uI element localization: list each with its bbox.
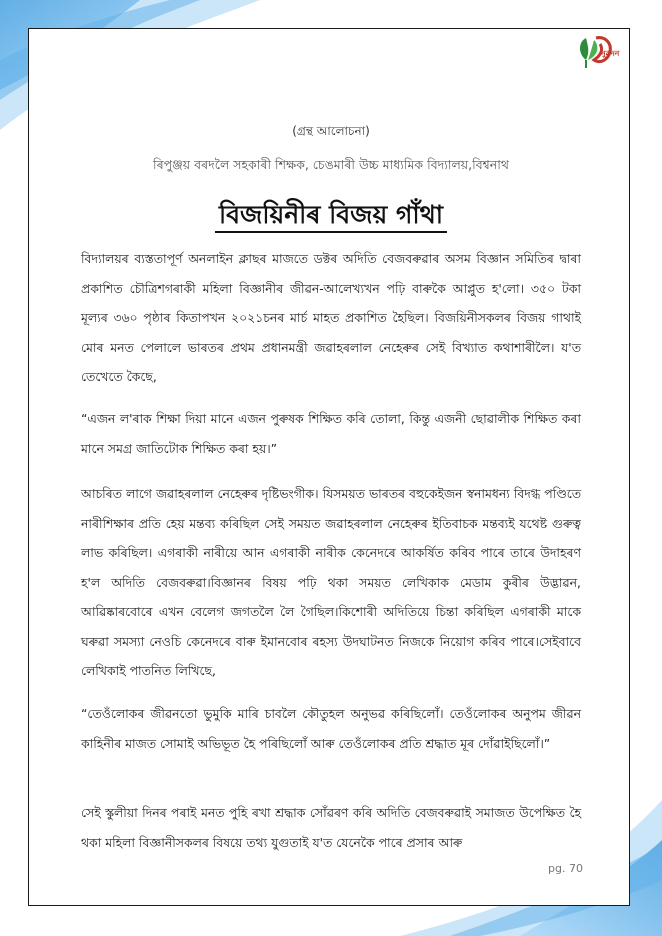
body-paragraph: বিদ্যালয়ৰ ব্যস্ততাপূৰ্ণ অনলাইন ক্লাছৰ মাজতে ডক্টৰ অদিতি বেজবৰুৱাৰ অসম বিজ্ঞান সমিতিৰ দ্বাৰা প্ৰকাশিত চৌত্ৰিশগৰাকী মহিলা বিজ্ঞানীৰ জীৱন-আলেখ্যখন পঢ়ি বাৰুকৈ আপ্লুত হ'লো। ৩৫০ টকা মূল্যৰ ৩৬০ পৃষ্ঠাৰ কিতাপখন ২০২১চনৰ মাৰ্চ মাহত প্ৰকাশিত হৈছিল। বিজয়িনীসকলৰ বিজয় গাথাই মোৰ মনত পেলালে ভাৰতৰ প্ৰথম প্ৰধানমন্ত্ৰী জৱাহৰলাল নেহেৰুৰ সেই বিখ্যাত কথাশাৰীলৈ। য'ত তেখেতে কৈছে,	[81, 251, 581, 384]
article-title	[0, 195, 662, 238]
section-label: (গ্ৰন্থ আলোচনা)	[292, 124, 370, 138]
body-paragraph: সেই স্কুলীয়া দিনৰ পৰাই মনত পুহি ৰখা শ্ৰদ্ধাক সোঁৱৰণ কৰি অদিতি বেজবৰুৱাই সমাজত উপেক্ষিত হৈ থকা মহিলা বিজ্ঞানীসকলৰ বিষয়ে তথ্য যুগুতাই য'ত যেনেকৈ পাৰে প্ৰসাৰ আৰু	[81, 805, 581, 850]
body-paragraph: আচৰিত লাগে জৱাহৰলাল নেহেৰুৰ দৃষ্টিভংগীক। যিসময়ত ভাৰতৰ বহুকেইজন স্বনামধন্য বিদগ্ধ পণ্ডিতে নাৰীশিক্ষাৰ প্ৰতি হেয় মন্তব্য কৰিছিল সেই সময়ত জৱাহৰলাল নেহেৰুৰ ইতিবাচক মন্তব্যই যথেষ্ট গুৰুত্ব লাভ কৰিছিল। এগৰাকী নাৰীয়ে আন এগৰাকী নাৰীক কেনেদৰে আকৰ্ষিত কৰিব পাৰে তাৰে উদাহৰণ হ'ল অদিতি বেজবৰুৱা।বিজ্ঞানৰ বিষয় পঢ়ি থকা সময়ত লেখিকাক মেডাম কুৰীৰ উদ্ভাৱন, আৱিষ্কাৰবোৰে এখন বেলেগ জগতলৈ লৈ গৈছিল।কিশোৰী অদিতিয়ে চিন্তা কৰিছিল এগৰাকী মাকে ঘৰুৱা সমস্যা নেওচি কেনেদৰে বাৰু ইমানবোৰ ৰহস্য উদঘাটনত নিজকে নিয়োগ কৰিব পাৰে।সেইবাবে লেখিকাই পাতনিত লিখিছে,	[81, 486, 581, 678]
author-byline: ৰিপুঞ্জয় বৰদলৈ সহকাৰী শিক্ষক, চেঙমাৰী উচ্চ মাধ্যমিক বিদ্যালয়,বিশ্বনাথ	[153, 157, 509, 172]
quote-paragraph: “এজন ল'ৰাক শিক্ষা দিয়া মানে এজন পুৰুষক শিক্ষিত কৰি তোলা, কিন্তু এজনী ছোৱালীক শিক্ষিত কৰা মানে সমগ্ৰ জাতিটোক শিক্ষিত কৰা হয়।”	[81, 411, 581, 456]
page-number: pg. 70	[548, 862, 583, 875]
logo-text: নুৱদন	[601, 49, 620, 58]
publication-logo-icon	[572, 30, 628, 70]
article-title-text: বিজয়িনীৰ বিজয় গাঁথা	[215, 200, 447, 233]
quote-paragraph: “তেওঁলোকৰ জীৱনতো ভুমুকি মাৰি চাবলৈ কৌতুহল অনুভৱ কৰিছিলোঁ। তেওঁলোকৰ অনুপম জীৱন কাহিনীৰ মাজত সোমাই অভিভূত হৈ পৰিছিলোঁ আৰু তেওঁলোকৰ প্ৰতি শ্ৰদ্ধাত মূৰ দোঁৱাইছিলোঁ।”	[81, 706, 581, 751]
